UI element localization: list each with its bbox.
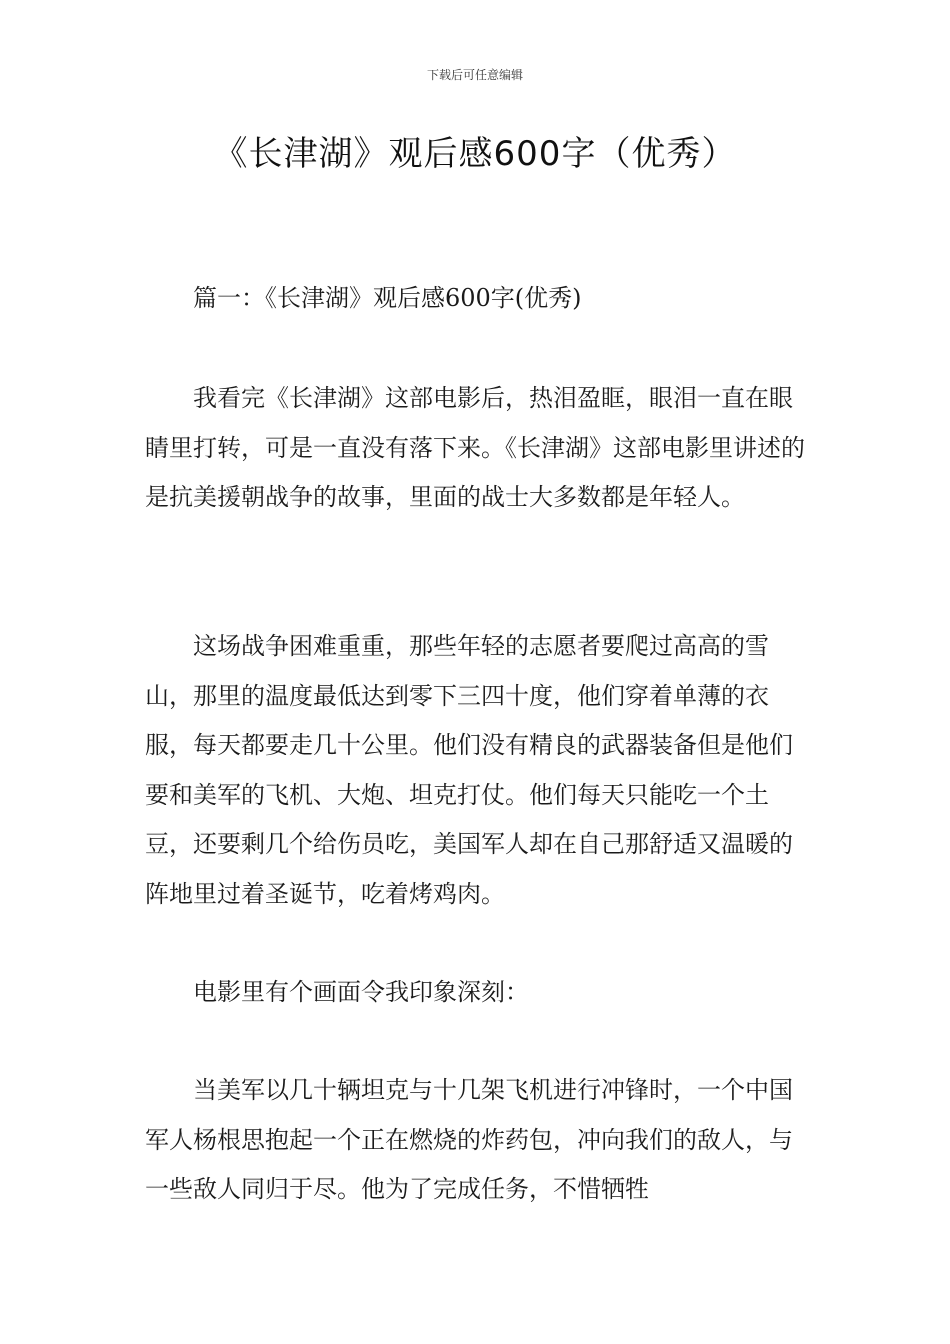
subheading-text: 篇一：《长津湖》观后感600字(优秀) — [193, 284, 582, 312]
paragraph-text: 我看完《长津湖》这部电影后，热泪盈眶，眼泪一直在眼睛里打转，可是一直没有落下来。《长津湖》这部电影里讲述的是抗美援朝战争的故事，里面的战士大多数都是年轻人。 — [145, 384, 805, 511]
paragraph-3 — [145, 968, 807, 1018]
header-note: 下载后可任意编辑 — [426, 68, 523, 82]
paragraph-text: 当美军以几十辆坦克与十几架飞机进行冲锋时，一个中国军人杨根思抱起一个正在燃烧的炸药包，冲向我们的敌人，与一些敌人同归于尽。他为了完成任务，不惜牺牲 — [145, 1076, 793, 1203]
paragraph-text: 电影里有个画面令我印象深刻： — [193, 978, 529, 1006]
paragraph-text: 这场战争困难重重，那些年轻的志愿者要爬过高高的雪山，那里的温度最低达到零下三四十度，他们穿着单薄的衣服，每天都要走几十公里。他们没有精良的武器装备但是他们要和美军的飞机、大炮、坦克打仗。他们每天只能吃一个土豆，还要剩几个给伤员吃，美国军人却在自己那舒适又温暖的阵地里过着圣诞节，吃着烤鸡肉。 — [145, 632, 793, 908]
subheading — [145, 274, 807, 324]
paragraph-4 — [145, 1066, 807, 1215]
document-title: 《长津湖》观后感600字（优秀） — [213, 134, 737, 174]
paragraph-2 — [145, 622, 807, 919]
paragraph-1 — [145, 374, 807, 523]
